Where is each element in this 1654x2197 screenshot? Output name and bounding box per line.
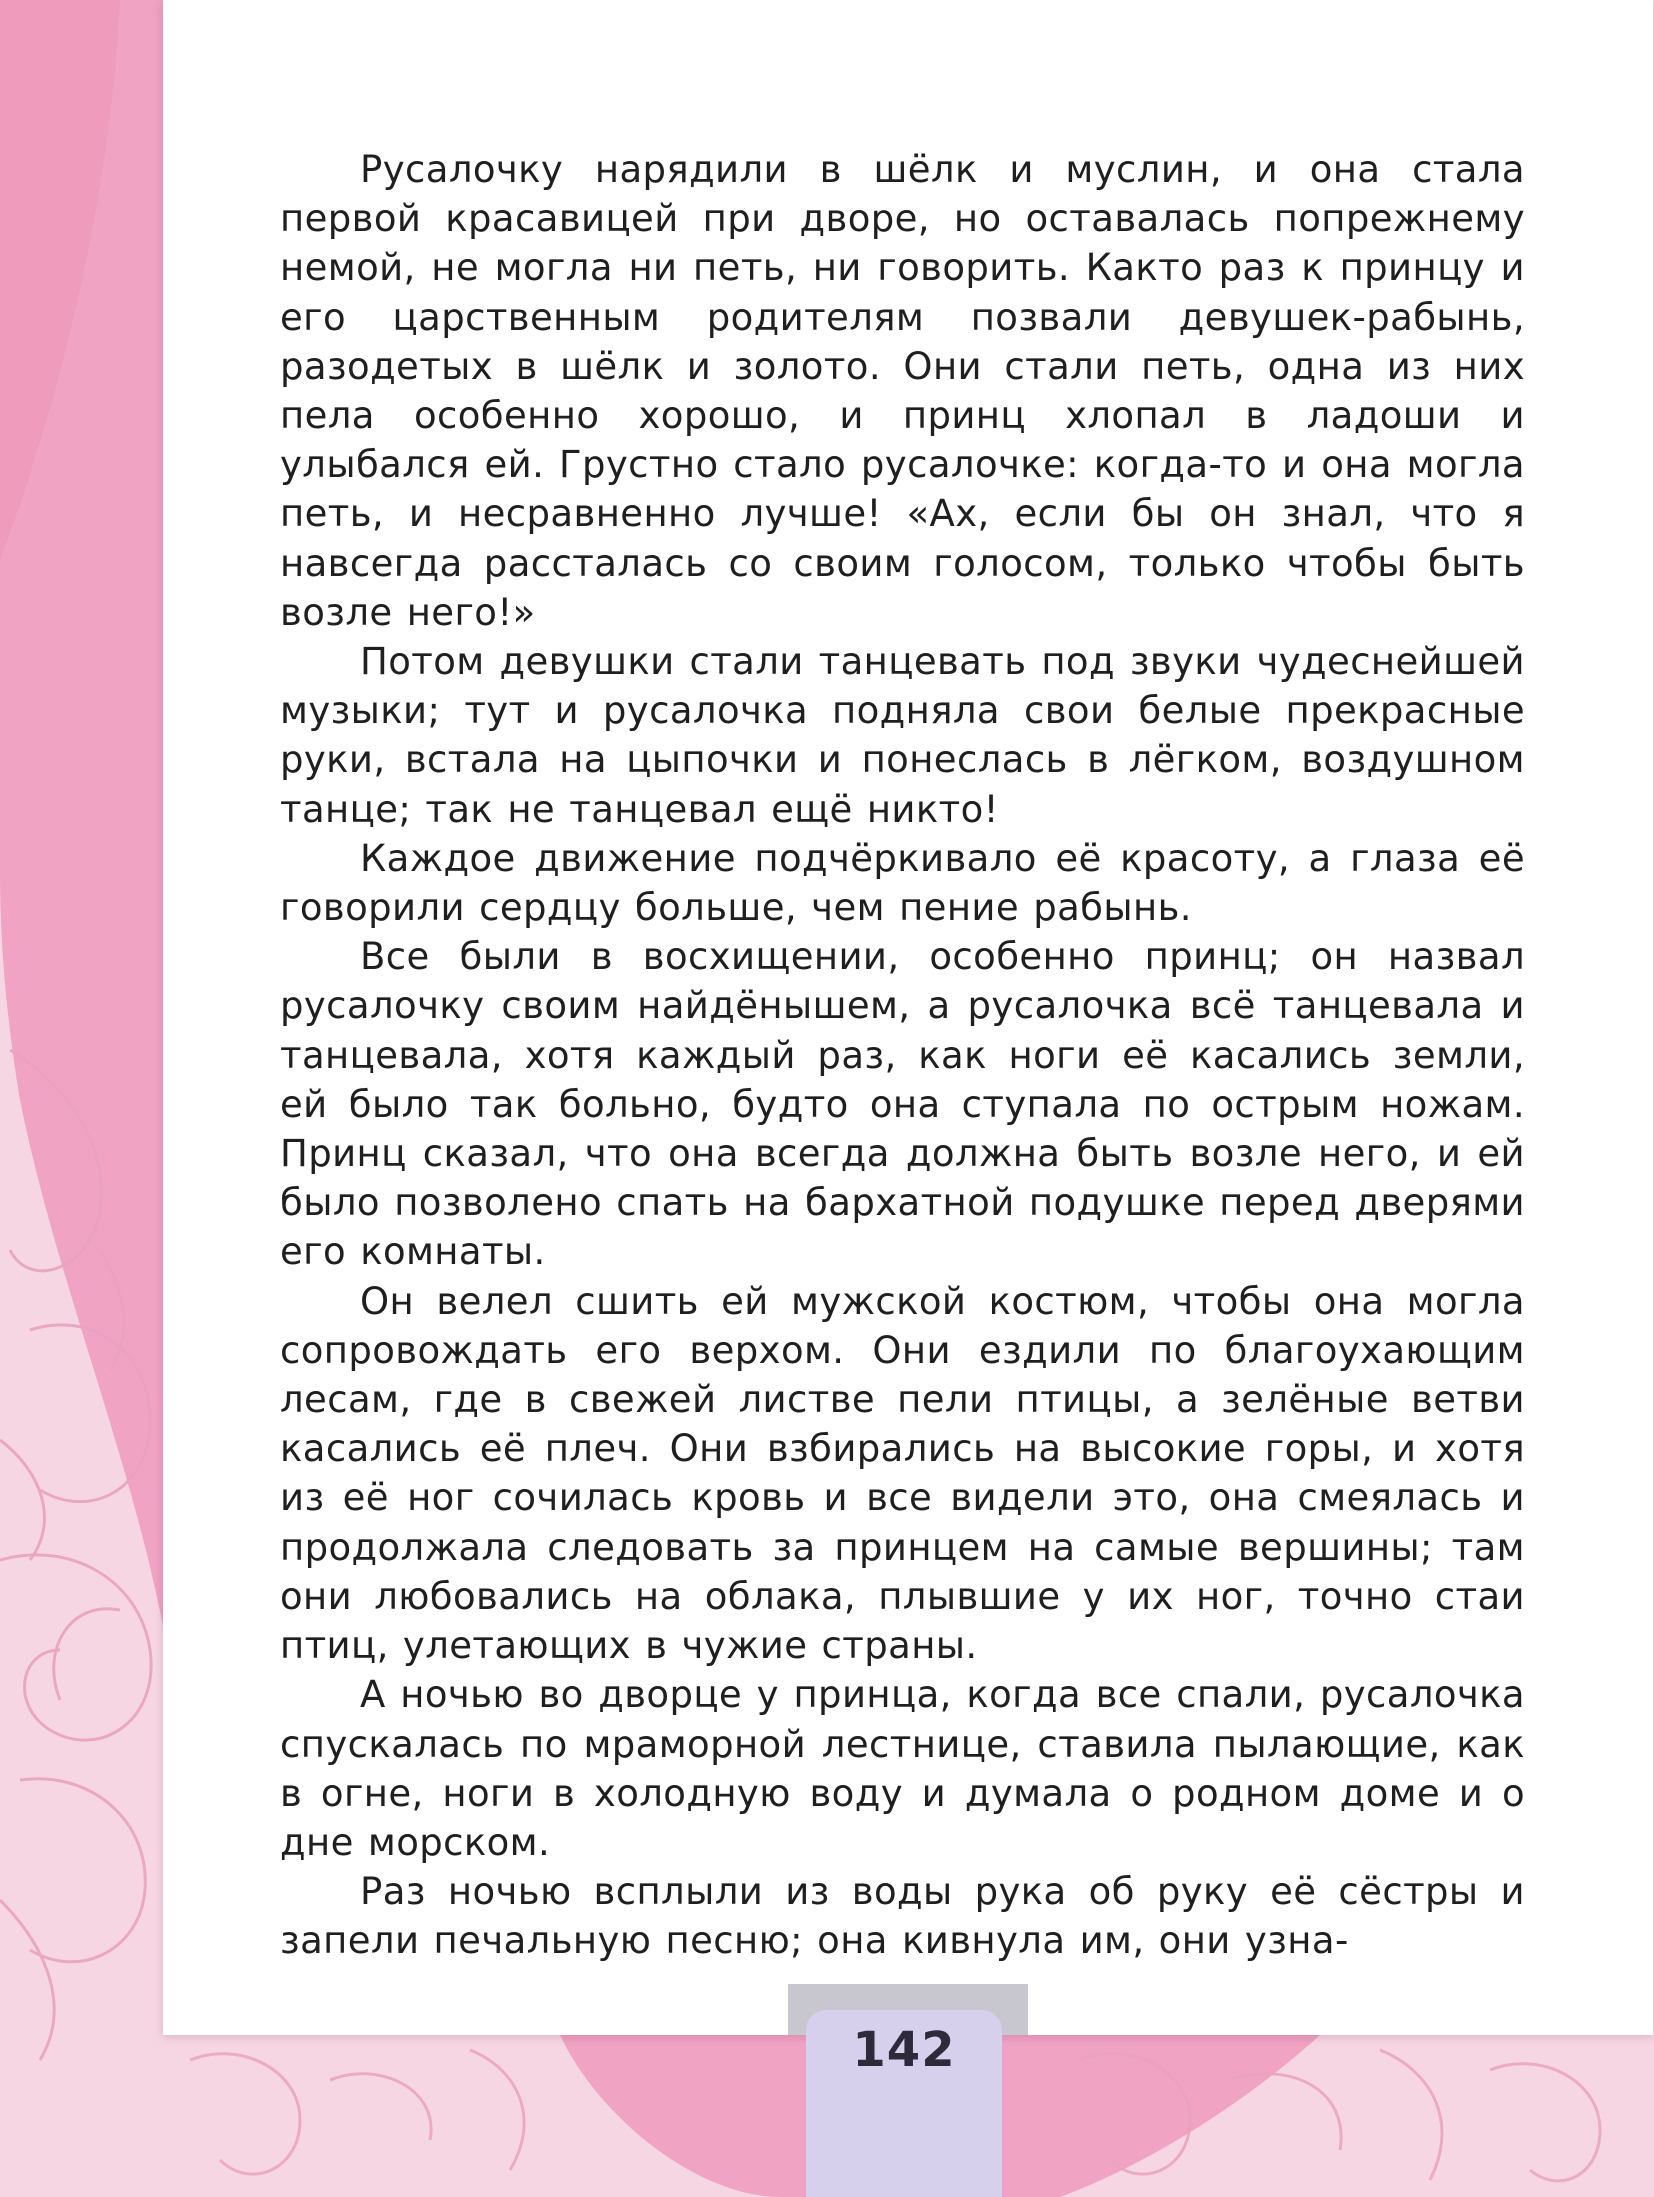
paragraph-2: Потом девушки стали танцевать под звуки чудеснейшей музыки; тут и русалочка подняла свои белые прекрасные руки, встала на цыпочки и понеслась в лёгком, воздушном танце; так не танцевал ещё никто! — [280, 640, 1525, 831]
paragraph-7: Раз ночью всплыли из воды рука об руку её сёстры и запели печальную песню; она кивнула им, они узна- — [280, 1870, 1525, 1963]
page-number: 142 — [852, 2022, 956, 2078]
story-text — [280, 145, 1525, 1966]
paragraph-3: Каждое движение подчёркивало её красоту, а глаза её говорили сердцу больше, чем пение рабынь. — [280, 836, 1525, 930]
page-number-badge — [806, 2010, 1002, 2197]
paragraph-5: Он велел сшить ей мужской костюм, чтобы она могла сопровождать его верхом. Они ездили по благоухающим лесам, где в свежей листве пели птицы, а зелёные ветви касались её плеч. Они взбирались на высокие горы, и хотя из её ног сочилась кровь и все видели это, она смеялась и продолжала следовать за принцем на самые вершины; там они любовались на облака, плывшие у их ног, точно стаи птиц, улетающих в чужие страны. — [280, 1279, 1525, 1668]
paragraph-1: Русалочку нарядили в шёлк и муслин, и она стала первой красавицей при дворе, но оставалась попрежнему немой, не могла ни петь, ни говорить. Както раз к принцу и его царственным родителям позвали девушек-рабынь, разодетых в шёлк и золото. Они стали петь, одна из них пела особенно хорошо, и принц хлопал в ладоши и улыбался ей. Грустно стало русалочке: когда-то и она могла петь, и несравненно лучше! «Ах, если бы он знал, что я навсегда рассталась со своим голосом, только чтобы быть возле него!» — [280, 148, 1525, 634]
paragraph-6: А ночью во дворце у принца, когда все спали, русалочка спускалась по мраморной лестнице, ставила пылающие, как в огне, ноги в холодную воду и думала о родном доме и о дне морском. — [280, 1673, 1525, 1864]
paragraph-4: Все были в восхищении, особенно принц; он назвал русалочку своим найдёнышем, а русалочка всё танцевала и танцевала, хотя каждый раз, как ноги её касались земли, ей было так больно, будто она ступала по острым ножам. Принц сказал, что она всегда должна быть возле него, и ей было позволено спать на бархатной подушке перед дверями его комнаты. — [280, 935, 1525, 1274]
